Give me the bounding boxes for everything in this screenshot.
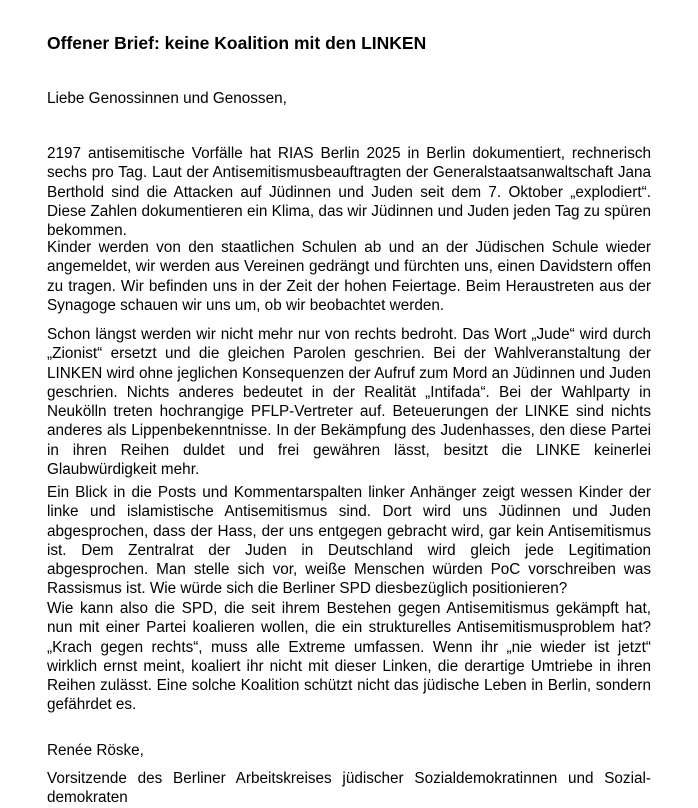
- salutation: Liebe Genossinnen und Genossen,: [47, 90, 287, 107]
- signer-role: Vorsitzende des Berliner Arbeitskreises jüdischer Sozialdemokratinnen und Sozialdemokraten: [47, 770, 651, 807]
- paragraph-incidents: 2197 antisemitische Vorfälle hat RIAS Berlin 2025 in Berlin dokumentiert, rechnerisch sechs pro Tag. Laut der Antisemitismusbeauftragten der Generalstaatsanwaltschaft Jana Berthold sind die Attacken auf Jüdinnen und Juden seit dem 7. Oktober „explodiert“. Diese Zahlen dokumentieren ein Klima, das wir Jüdinnen und Juden jeden Tag zu spüren bekommen.: [47, 145, 651, 240]
- letter-title: Offener Brief: keine Koalition mit den LINKEN: [47, 33, 427, 53]
- paragraph-coalition-appeal: Wie kann also die SPD, die seit ihrem Bestehen gegen Antisemitismus gekämpft hat, nun mit einer Partei koalieren wollen, die ein strukturelles Antisemitismusproblem hat? „Krach gegen rechts“, muss alle Extreme umfassen. Wenn ihr „nie wieder ist jetzt“ wirklich ernst meint, koaliert ihr nicht mit dieser Linken, die derartige Umtriebe in ihren Reihen zulässt. Eine solche Koalition schützt nicht das jüdische Leben in Berlin, sondern gefährdet es.: [47, 600, 651, 714]
- signer-name: Renée Röske,: [47, 742, 144, 759]
- paragraph-daily-life: Kinder werden von den staatlichen Schulen ab und an der Jüdischen Schule wieder angemeldet, wir werden aus Vereinen gedrängt und fürchten uns, einen Davidstern offen zu tragen. Wir befinden uns in der Zeit der hohen Feiertage. Beim Heraustreten aus der Synagoge schauen wir uns um, ob wir beobachtet werden.: [47, 239, 651, 314]
- paragraph-threat-from-left: Schon längst werden wir nicht mehr nur von rechts bedroht. Das Wort „Jude“ wird durch „Zionist“ ersetzt und die gleichen Parolen geschrien. Bei der Wahlveranstaltung der LINKEN wird ohne jeglichen Konsequenzen der Aufruf zum Mord an Jüdinnen und Juden geschrien. Nichts anderes bedeutet in der Realität „Intifada“. Bei der Wahlparty in Neukölln treten hochrangige PFLP-Vertreter auf. Beteuerungen der LINKE sind nichts anderes als Lippenbekenntnisse. In der Bekämpfung des Judenhasses, den diese Partei in ihren Reihen duldet und frei gewähren lässt, besitzt die LINKE keinerlei Glaubwürdigkeit mehr.: [47, 326, 651, 479]
- paragraph-online-antisemitism: Ein Blick in die Posts und Kommentarspalten linker Anhänger zeigt wessen Kinder der linke und islamistische Antisemitismus sind. Dort wird uns Jüdinnen und Juden abgesprochen, dass der Hass, der uns entgegen gebracht wird, gar kein Antisemitismus ist. Dem Zentralrat der Juden in Deutschland wird gleich jede Legitimation abgesprochen. Man stelle sich vor, weiße Menschen würden PoC vorschreiben was Rassismus ist. Wie würde sich die Berliner SPD diesbezüglich positionieren?: [47, 484, 651, 598]
